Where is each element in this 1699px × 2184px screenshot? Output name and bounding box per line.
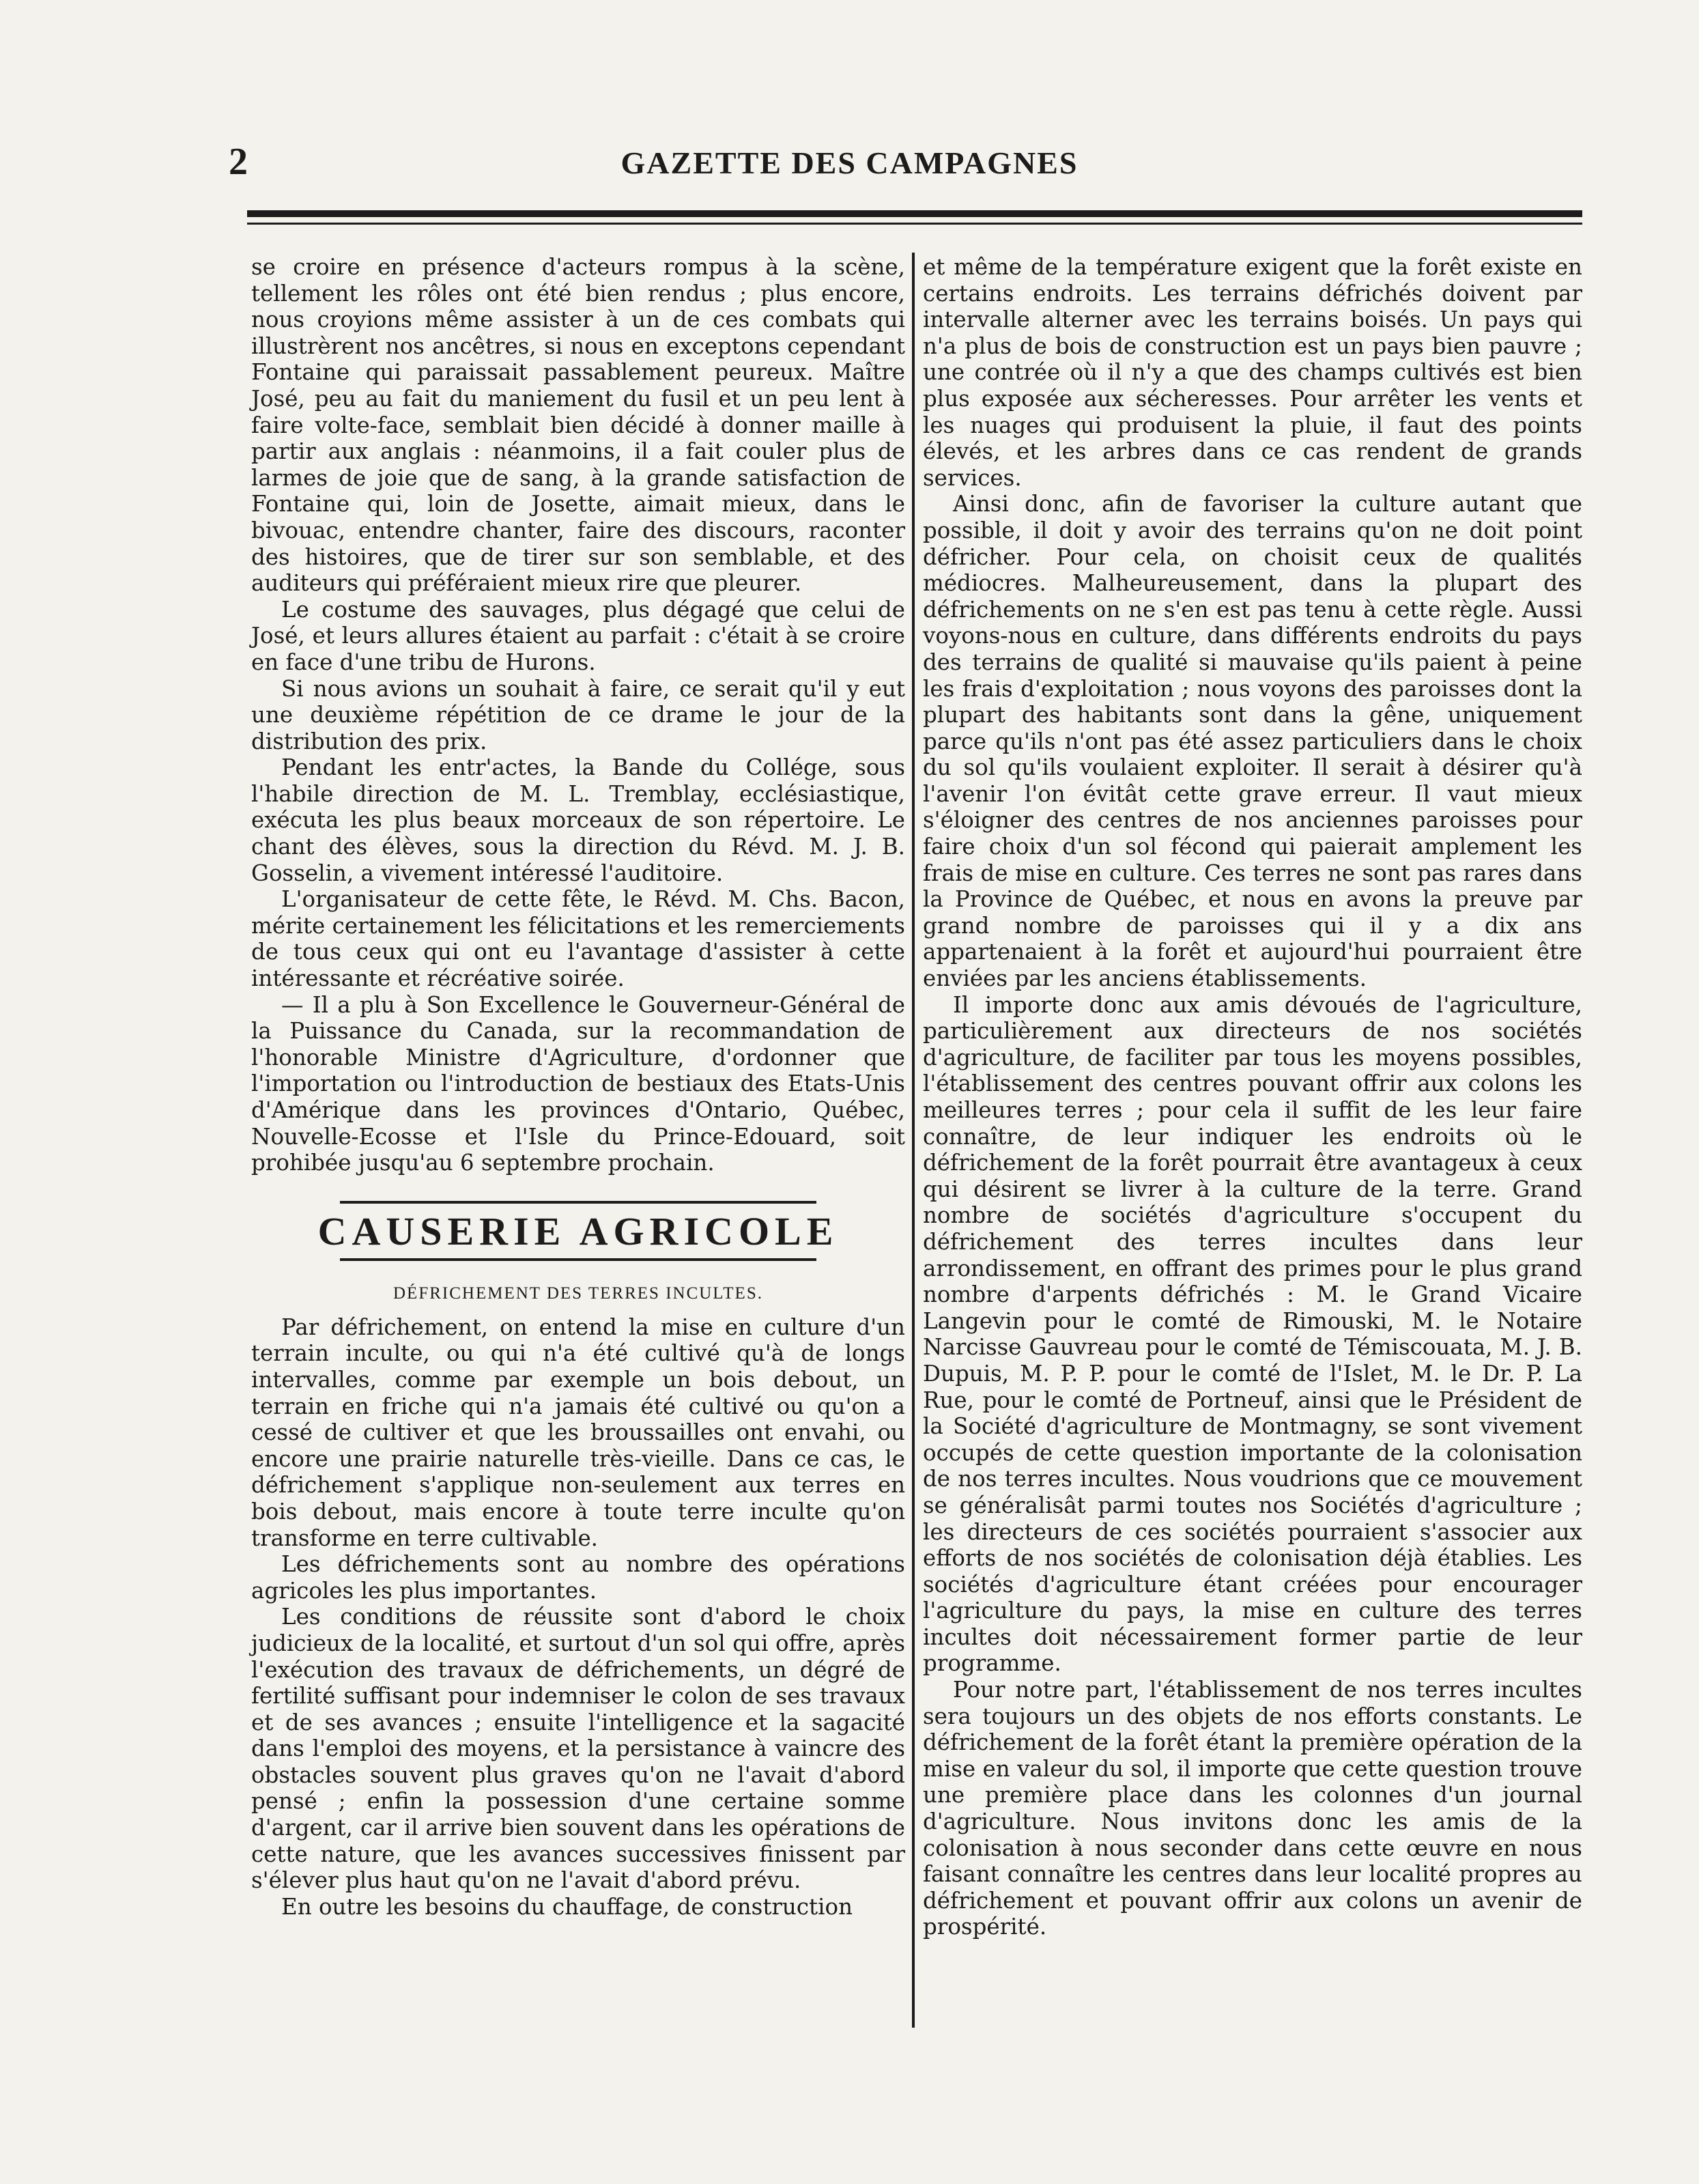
left-column: [251, 254, 905, 1920]
section-title: CAUSERIE AGRICOLE: [317, 1208, 839, 1253]
masthead-rule-thick: [247, 210, 1582, 217]
section-subtitle: DÉFRICHEMENT DES TERRES INCULTES.: [393, 1284, 763, 1303]
article-paragraph: L'organisateur de cette fête, le Révd. M. Chs. Bacon, mérite certainement les félicitations et les remerciements de tous ceux qui ont eu l'avantage d'assister à cette intéressante et récréative soirée.: [251, 886, 905, 992]
article-paragraph: Pendant les entr'actes, la Bande du Collége, sous l'habile direction de M. L. Tremblay, ecclésiastique, exécuta les plus beaux morceaux de son répertoire. Le chant des élèves, sous la direction du Révd. M. J. B. Gosselin, a vivement intéressé l'auditoire.: [251, 754, 905, 886]
section-title-rule-bottom: [340, 1258, 816, 1261]
article-paragraph: Les conditions de réussite sont d'abord le choix judicieux de la localité, et surtout d'un sol qui offre, après l'exécution des travaux de défrichements, un dégré de fertilité suffisant pour indemniser le colon de ses travaux et de ses avances ; ensuite l'intelligence et la sagacité dans l'emploi des moyens, et la persistance à vaincre des obstacles souvent plus graves qu'on ne l'avait d'abord pensé ; enfin la possession d'une certaine somme d'argent, car il arrive bien souvent dans les opérations de cette nature, que les avances successives finissent par s'élever plus haut qu'on ne l'avait d'abord prévu.: [251, 1604, 905, 1894]
article-paragraph: Pour notre part, l'établissement de nos terres incultes sera toujours un des objets de nos efforts constants. Le défrichement de la forêt étant la première opération de la mise en valeur du sol, il importe que cette question trouve une première place dans les colonnes d'un journal d'agriculture. Nous invitons donc les amis de la colonisation à nous seconder dans cette œuvre en nous faisant connaître les centres dans leur localité propres au défrichement et pouvant offrir aux colons un avenir de prospérité.: [923, 1677, 1582, 1940]
article-paragraph: Le costume des sauvages, plus dégagé que celui de José, et leurs allures étaient au parfait : c'était à se croire en face d'une tribu de Hurons.: [251, 596, 905, 675]
article-paragraph: et même de la température exigent que la forêt existe en certains endroits. Les terrains défrichés doivent par intervalle alterner avec les terrains boisés. Un pays qui n'a plus de bois de construction est un pays bien pauvre ; une contrée où il n'y a que des champs cultivés est bien plus exposée aux sécheresses. Pour arrêter les vents et les nuages qui produisent la pluie, il faut des points élevés, et les arbres dans ce cas rendent de grands services.: [923, 254, 1582, 491]
right-column: [923, 254, 1582, 1940]
masthead-rule-thin: [247, 223, 1582, 225]
section-title-rule-top: [340, 1201, 816, 1204]
article-paragraph: Ainsi donc, afin de favoriser la culture autant que possible, il doit y avoir des terrains qu'on ne doit point défricher. Pour cela, on choisit ceux de qualités médiocres. Malheureusement, dans la plupart des défrichements on ne s'en est pas tenu à cette règle. Aussi voyons-nous en culture, dans différents endroits du pays des terrains de qualité si mauvaise qu'ils paient à peine les frais d'exploitation ; nous voyons des paroisses dont la plupart des habitants sont dans la gêne, uniquement parce qu'ils n'ont pas été assez particuliers dans le choix du sol qu'ils voulaient exploiter. Il serait à désirer qu'à l'avenir l'on évitât cette grave erreur. Il vaut mieux s'éloigner des centres de nos anciennes paroisses pour faire choix d'un sol fécond qui paierait amplement les frais de mise en culture. Ces terres ne sont pas rares dans la Province de Québec, et nous en avons la preuve par grand nombre de paroisses qui il y a dix ans appartenaient à la forêt et aujourd'hui pourraient être enviées par les anciens établissements.: [923, 491, 1582, 992]
article-paragraph: En outre les besoins du chauffage, de construction: [281, 1893, 853, 1920]
masthead-title: GAZETTE DES CAMPAGNES: [620, 145, 1079, 180]
article-paragraph: Les défrichements sont au nombre des opérations agricoles les plus importantes.: [251, 1551, 905, 1604]
article-paragraph: se croire en présence d'acteurs rompus à la scène, tellement les rôles ont été bien rendus ; plus encore, nous croyions même assister à un de ces combats qui illustrèrent nos ancêtres, si nous en exceptons cependant Fontaine qui paraissait passablement peureux. Maître José, peu au fait du maniement du fusil et un peu lent à faire volte-face, semblait bien décidé à donner maille à partir aux anglais : néanmoins, il a fait couler plus de larmes de joie que de sang, à la grande satisfaction de Fontaine qui, loin de Josette, aimait mieux, dans le bivouac, entendre chanter, faire des discours, raconter des histoires, que de tirer sur son semblable, et des auditeurs qui préféraient mieux rire que pleurer.: [251, 254, 905, 597]
article-paragraph: Par défrichement, on entend la mise en culture d'un terrain inculte, ou qui n'a été cultivé qu'à de longs intervalles, comme par exemple un bois debout, un terrain en friche qui n'a jamais été cultivé ou qu'on a cessé de cultiver et que les broussailles ont envahi, ou encore une prairie naturelle très-vieille. Dans ce cas, le défrichement s'applique non-seulement aux terres en bois debout, mais encore à toute terre inculte qu'on transforme en terre cultivable.: [251, 1314, 905, 1551]
page-number: 2: [229, 141, 248, 183]
news-item-paragraph: — Il a plu à Son Excellence le Gouverneur-Général de la Puissance du Canada, sur la recommandation de l'honorable Ministre d'Agriculture, d'ordonner que l'importation ou l'introduction de bestiaux des Etats-Unis d'Amérique dans les provinces d'Ontario, Québec, Nouvelle-Ecosse et l'Isle du Prince-Edouard, soit prohibée jusqu'au 6 septembre prochain.: [251, 991, 905, 1176]
column-divider: [912, 253, 915, 2028]
article-paragraph: Il importe donc aux amis dévoués de l'agriculture, particulièrement aux directeurs de nos sociétés d'agriculture, de faciliter par tous les moyens possibles, l'établissement des centres pouvant offrir aux colons les meilleures terres ; pour cela il suffit de les leur faire connaître, de leur indiquer les endroits où le défrichement de la forêt pourrait être avantageux à ceux qui désirent se livrer à la culture de la terre. Grand nombre de sociétés d'agriculture s'occupent du défrichement des terres incultes dans leur arrondissement, en offrant des primes pour le plus grand nombre d'arpents défrichés : M. le Grand Vicaire Langevin pour le comté de Rimouski, M. le Notaire Narcisse Gauvreau pour le comté de Témiscouata, M. J. B. Dupuis, M. P. P. pour le comté de l'Islet, M. le Dr. P. La Rue, pour le comté de Portneuf, ainsi que le Président de la Société d'agriculture de Montmagny, se sont vivement occupés de cette question importante de la colonisation de nos terres incultes. Nous voudrions que ce mouvement se généralisât parmi toutes nos Sociétés d'agriculture ; les directeurs de ces sociétés pourraient s'associer aux efforts de nos sociétés de colonisation déjà établies. Les sociétés d'agriculture étant créées pour encourager l'agriculture du pays, la mise en culture des terres incultes doit nécessairement former partie de leur programme.: [923, 991, 1582, 1677]
article-paragraph: Si nous avions un souhait à faire, ce serait qu'il y eut une deuxième répétition de ce drame le jour de la distribution des prix.: [251, 675, 905, 754]
